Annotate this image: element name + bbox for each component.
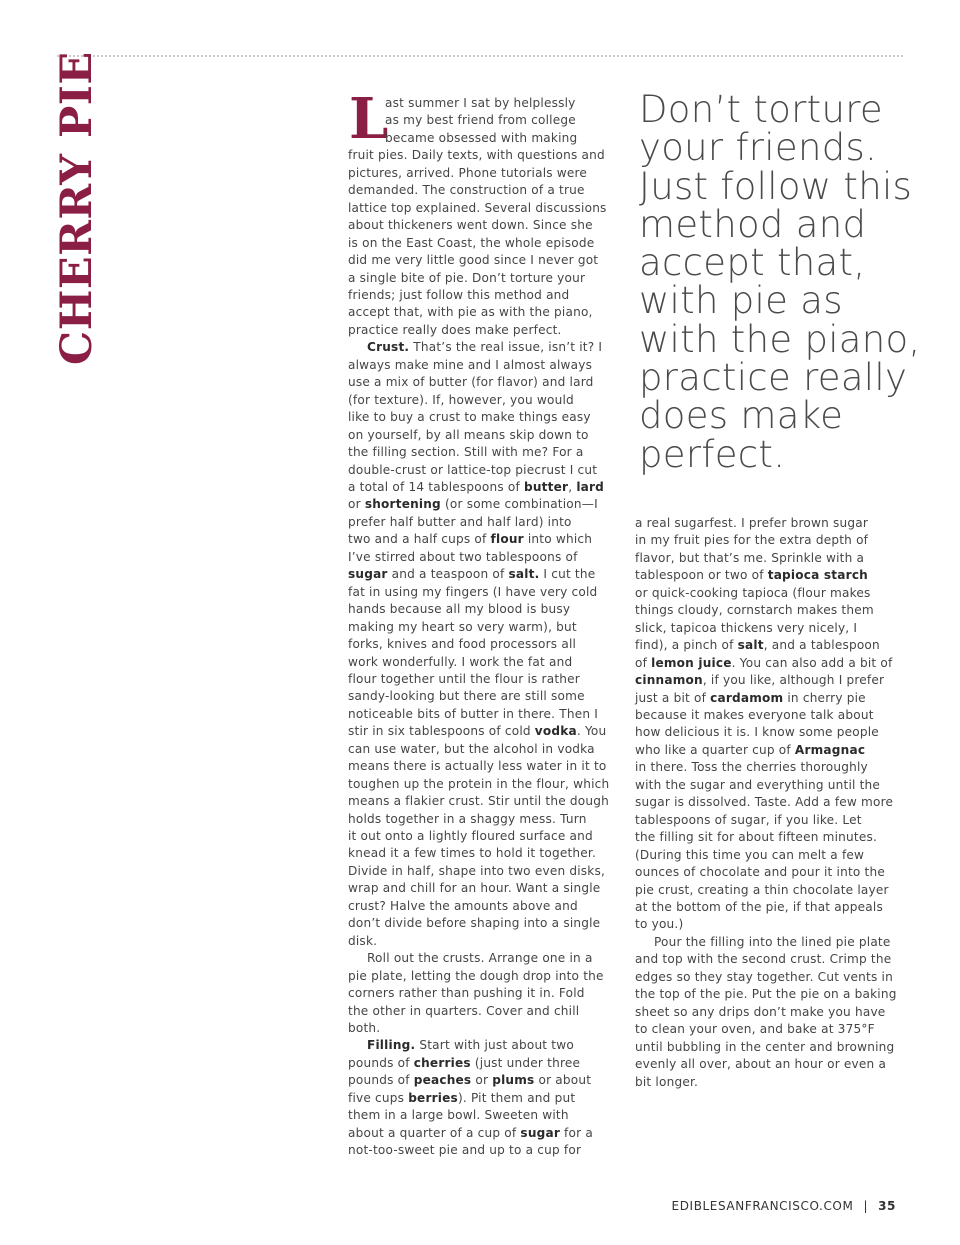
text-run: to you.)	[635, 917, 684, 932]
text-run: into which	[523, 532, 593, 547]
text-run: or	[348, 497, 365, 512]
text-line	[635, 620, 910, 637]
text-run: and top with the second crust. Crimp the	[635, 952, 892, 967]
section-title: CHERRY PIE	[52, 51, 102, 365]
text-run: disk.	[348, 933, 378, 948]
text-run: I’ve stirred about two tablespoons of	[348, 549, 578, 564]
text-line	[348, 985, 623, 1002]
text-line	[348, 811, 623, 828]
bold-term: salt.	[508, 567, 540, 582]
pull-quote-line: Don’t torture	[639, 88, 883, 131]
text-run: practice really does make perfect.	[348, 322, 562, 337]
pull-quote-line: your friends.	[639, 126, 878, 170]
text-run: the top of the pie. Put the pie on a baking	[635, 987, 897, 1002]
text-line	[635, 794, 910, 811]
text-run: stir in six tablespoons of cold	[348, 724, 535, 739]
bold-term: Armagnac	[794, 742, 866, 757]
text-line	[348, 1090, 623, 1107]
text-line	[635, 515, 910, 532]
text-line	[348, 636, 623, 653]
text-line	[348, 758, 623, 775]
text-line	[348, 549, 623, 566]
bold-term: tapioca starch	[767, 568, 868, 583]
text-line	[348, 1072, 623, 1089]
text-run: pounds of	[348, 1055, 414, 1070]
text-run: ,	[568, 479, 577, 494]
text-run: for a	[560, 1125, 593, 1140]
text-run: on yourself, by all means skip down to	[348, 427, 589, 442]
text-run: I cut the	[539, 567, 596, 582]
page-number: 35	[878, 1199, 896, 1213]
text-run: sugar is dissolved. Taste. Add a few more	[635, 795, 894, 810]
text-line	[348, 566, 623, 583]
text-line	[348, 200, 623, 217]
text-run: in my fruit pies for the extra depth of	[635, 533, 869, 548]
text-run: became obsessed with making	[385, 130, 578, 145]
text-line	[348, 706, 623, 723]
text-line	[635, 724, 910, 741]
text-run: at the bottom of the pie, if that appeals	[635, 899, 883, 914]
text-line	[635, 742, 910, 759]
text-line	[348, 339, 623, 356]
text-line	[348, 374, 623, 391]
text-line	[635, 777, 910, 794]
text-run: , and a tablespoon	[763, 638, 880, 653]
text-run: don’t divide before shaping into a single	[348, 916, 601, 931]
text-run: knead it a few times to hold it together.	[348, 846, 597, 861]
text-run: fruit pies. Daily texts, with questions and	[348, 148, 605, 163]
text-run: just a bit of	[635, 690, 711, 705]
text-run: sheet so any drips don’t make you have	[635, 1004, 886, 1019]
text-line	[635, 986, 910, 1003]
text-run: Roll out the crusts. Arrange one in a	[367, 951, 593, 966]
text-run: because it makes everyone talk about	[635, 707, 874, 722]
text-run: it out onto a lightly floured surface and	[348, 829, 593, 844]
text-line	[348, 601, 623, 618]
text-run: or about	[534, 1073, 592, 1088]
text-line	[348, 1055, 623, 1072]
text-line	[348, 270, 623, 287]
text-line	[348, 584, 623, 601]
text-run: like to buy a crust to make things easy	[348, 410, 591, 425]
text-run: (for texture). If, however, you would	[348, 392, 574, 407]
bold-term: cardamom	[710, 690, 784, 705]
text-line	[348, 741, 623, 758]
text-line	[348, 95, 623, 112]
text-run: means there is actually less water in it to	[348, 759, 607, 774]
bold-term: lard	[576, 479, 605, 494]
text-run: edges so they stay together. Cut vents in	[635, 969, 893, 984]
text-run: holds together in a shaggy mess. Turn	[348, 811, 587, 826]
bold-term: cinnamon	[635, 673, 703, 688]
text-line	[635, 864, 910, 881]
text-run: Start with just about two	[415, 1038, 574, 1053]
text-run: (During this time you can melt a few	[635, 847, 865, 862]
text-line	[635, 847, 910, 864]
text-run: prefer half butter and half lard) into	[348, 514, 572, 529]
text-run: and a teaspoon of	[387, 567, 509, 582]
text-run: demanded. The construction of a true	[348, 183, 585, 198]
footer-separator: |	[863, 1199, 869, 1213]
text-run: tablespoon or two of	[635, 568, 768, 583]
text-run: as my best friend from college	[385, 113, 576, 128]
text-line	[348, 304, 623, 321]
text-run: a single bite of pie. Don’t torture your	[348, 270, 586, 285]
text-run: did me very little good since I never got	[348, 253, 599, 268]
text-run: accept that, with pie as with the piano,	[348, 305, 593, 320]
text-line	[635, 1039, 910, 1056]
text-line	[635, 1004, 910, 1021]
text-run: bit longer.	[635, 1074, 699, 1089]
bold-term: shortening	[364, 497, 441, 512]
text-run: crust? Halve the amounts above and	[348, 898, 578, 913]
text-line	[635, 1056, 910, 1073]
bold-term: flour	[490, 532, 524, 547]
text-line	[348, 462, 623, 479]
footer-site: EDIBLESANFRANCISCO.COM	[671, 1199, 854, 1213]
text-line	[635, 550, 910, 567]
text-run: things cloudy, cornstarch makes them	[635, 603, 874, 618]
text-run: pictures, arrived. Phone tutorials were	[348, 165, 588, 180]
text-line	[635, 690, 910, 707]
text-line	[635, 829, 910, 846]
text-run: double-crust or lattice-top piecrust I cut	[348, 462, 598, 477]
text-line	[348, 165, 623, 182]
bold-term: Crust.	[367, 340, 410, 355]
text-line	[348, 392, 623, 409]
text-line	[348, 531, 623, 548]
text-line	[635, 969, 910, 986]
article-column-1	[348, 86, 623, 1160]
text-line	[635, 672, 910, 689]
text-line	[635, 637, 910, 654]
text-line	[348, 496, 623, 513]
text-run: find), a pinch of	[635, 638, 738, 653]
drop-cap: L	[349, 86, 389, 152]
bold-term: peaches	[413, 1073, 472, 1088]
text-line	[635, 934, 910, 951]
text-line	[348, 357, 623, 374]
text-line	[635, 602, 910, 619]
text-run: (just under three	[470, 1055, 581, 1070]
bold-term: cherries	[413, 1055, 471, 1070]
text-line	[348, 845, 623, 862]
article-column-2	[635, 515, 910, 1091]
text-line	[635, 1021, 910, 1038]
pull-quote-line: practice really	[639, 356, 908, 400]
text-line	[635, 812, 910, 829]
text-run: to clean your oven, and bake at 375°F	[635, 1022, 875, 1037]
text-line	[348, 915, 623, 932]
bold-term: sugar	[520, 1125, 561, 1140]
text-line	[348, 1125, 623, 1142]
text-run: in there. Toss the cherries thoroughly	[635, 760, 868, 775]
text-run: making my heart so very warm), but	[348, 619, 577, 634]
text-run: pie plate, letting the dough drop into the	[348, 968, 604, 983]
page-footer	[672, 1199, 896, 1213]
text-run: noticeable bits of butter in there. Then I	[348, 706, 599, 721]
text-line	[348, 898, 623, 915]
text-run: ast summer I sat by helplessly	[385, 96, 576, 110]
text-line	[348, 1142, 623, 1159]
text-run: five cups	[348, 1090, 409, 1105]
text-line	[348, 828, 623, 845]
text-line	[348, 1037, 623, 1054]
text-run: the filling section. Still with me? For a	[348, 445, 584, 460]
bold-term: lemon juice	[651, 655, 732, 670]
text-line	[348, 287, 623, 304]
text-line	[348, 444, 623, 461]
text-run: hands because all my blood is busy	[348, 602, 571, 617]
text-run: ). Pit them and put	[457, 1090, 576, 1105]
text-line	[635, 532, 910, 549]
text-run: ounces of chocolate and pour it into the	[635, 865, 885, 880]
text-line	[348, 950, 623, 967]
text-line	[348, 776, 623, 793]
text-run: who like a quarter cup of	[635, 742, 795, 757]
text-line	[348, 427, 623, 444]
text-line	[635, 585, 910, 602]
text-run: corners rather than pushing it in. Fold	[348, 986, 585, 1001]
text-line	[348, 252, 623, 269]
text-line	[348, 235, 623, 252]
text-line	[348, 409, 623, 426]
text-line	[348, 688, 623, 705]
text-line	[348, 217, 623, 234]
text-line	[635, 899, 910, 916]
text-run: is on the East Coast, the whole episode	[348, 235, 595, 250]
text-run: a total of 14 tablespoons of	[348, 479, 525, 494]
text-line	[348, 182, 623, 199]
text-run: the other in quarters. Cover and chill	[348, 1003, 580, 1018]
text-run: in cherry pie	[783, 690, 866, 705]
text-line	[348, 514, 623, 531]
text-line	[348, 619, 623, 636]
text-run: about a quarter of a cup of	[348, 1125, 521, 1140]
text-run: not-too-sweet pie and up to a cup for	[348, 1143, 582, 1158]
pull-quote-line: with the piano,	[639, 317, 921, 361]
text-run: use a mix of butter (for flavor) and lard	[348, 375, 594, 390]
text-run: work wonderfully. I work the fat and	[348, 654, 573, 669]
text-line	[348, 968, 623, 985]
text-line	[348, 933, 623, 950]
pull-quote-line: with pie as	[639, 279, 843, 323]
text-run: . You can also add a bit of	[731, 655, 893, 670]
text-line	[635, 655, 910, 672]
text-run: two and a half cups of	[348, 532, 491, 547]
text-line	[348, 147, 623, 164]
text-run: flavor, but that’s me. Sprinkle with a	[635, 550, 865, 565]
text-run: That’s the real issue, isn’t it? I	[409, 340, 603, 355]
text-run: forks, knives and food processors all	[348, 637, 577, 652]
text-run: Divide in half, shape into two even disks,	[348, 863, 606, 878]
text-line	[348, 130, 623, 147]
text-line	[635, 916, 910, 933]
text-line	[348, 671, 623, 688]
text-line	[348, 1107, 623, 1124]
text-run: of	[635, 655, 652, 670]
text-line	[348, 880, 623, 897]
text-run: , if you like, although I prefer	[702, 673, 885, 688]
bold-term: butter	[524, 479, 569, 494]
text-run: pounds of	[348, 1073, 414, 1088]
text-run: . You	[576, 724, 607, 739]
text-run: Pour the filling into the lined pie plate	[654, 934, 891, 949]
pull-quote-line: does make	[639, 394, 844, 438]
text-line	[348, 863, 623, 880]
text-run: both.	[348, 1021, 381, 1036]
bold-term: Filling.	[367, 1038, 416, 1053]
text-line	[348, 479, 623, 496]
text-run: about thickeners went down. Since she	[348, 218, 593, 233]
bold-term: vodka	[534, 724, 577, 739]
text-run: until bubbling in the center and browning	[635, 1039, 895, 1054]
text-run: slick, tapicoa thickens very nicely, I	[635, 620, 858, 635]
text-line	[348, 1020, 623, 1037]
text-run: how delicious it is. I know some people	[635, 725, 879, 740]
text-line	[348, 112, 623, 129]
text-run: a real sugarfest. I prefer brown sugar	[635, 516, 869, 530]
text-line	[635, 759, 910, 776]
top-dotted-rule	[57, 55, 903, 57]
text-run: wrap and chill for an hour. Want a single	[348, 881, 601, 896]
text-run: them in a large bowl. Sweeten with	[348, 1108, 569, 1123]
text-line	[348, 723, 623, 740]
pull-quote-line: method and	[639, 202, 867, 246]
text-run: with the sugar and everything until the	[635, 777, 881, 792]
text-line	[635, 882, 910, 899]
text-run: or quick-cooking tapioca (flour makes	[635, 585, 871, 600]
bold-term: sugar	[348, 567, 388, 582]
text-run: always make mine and I almost always	[348, 357, 593, 372]
text-run: flour together until the flour is rather	[348, 671, 580, 686]
pull-quote-line: accept that,	[639, 241, 866, 285]
text-line	[635, 951, 910, 968]
text-line	[348, 793, 623, 810]
text-run: fat in using my fingers (I have very cold	[348, 584, 598, 599]
text-run: means a flakier crust. Stir until the dough	[348, 794, 609, 809]
text-run: sandy-looking but there are still some	[348, 689, 585, 704]
text-run: friends; just follow this method and	[348, 287, 570, 302]
text-run: evenly all over, about an hour or even a	[635, 1057, 887, 1072]
text-line	[635, 567, 910, 584]
text-line	[348, 654, 623, 671]
text-run: tablespoons of sugar, if you like. Let	[635, 812, 862, 827]
text-line	[635, 707, 910, 724]
text-line	[348, 1003, 623, 1020]
text-run: toughen up the protein in the flour, which	[348, 776, 610, 791]
pull-quote-line: perfect.	[639, 432, 786, 476]
pull-quote	[639, 88, 929, 476]
text-run: or	[471, 1073, 493, 1088]
bold-term: berries	[408, 1090, 458, 1105]
text-run: (or some combination—I	[440, 497, 598, 512]
text-run: the filling sit for about fifteen minutes.	[635, 830, 878, 845]
text-run: lattice top explained. Several discussions	[348, 200, 607, 215]
text-run: can use water, but the alcohol in vodka	[348, 741, 595, 756]
text-line	[348, 322, 623, 339]
text-line	[635, 1074, 910, 1091]
bold-term: plums	[492, 1073, 535, 1088]
bold-term: salt	[737, 638, 764, 653]
text-run: pie crust, creating a thin chocolate layer	[635, 882, 889, 897]
pull-quote-line: Just follow this	[639, 164, 913, 208]
